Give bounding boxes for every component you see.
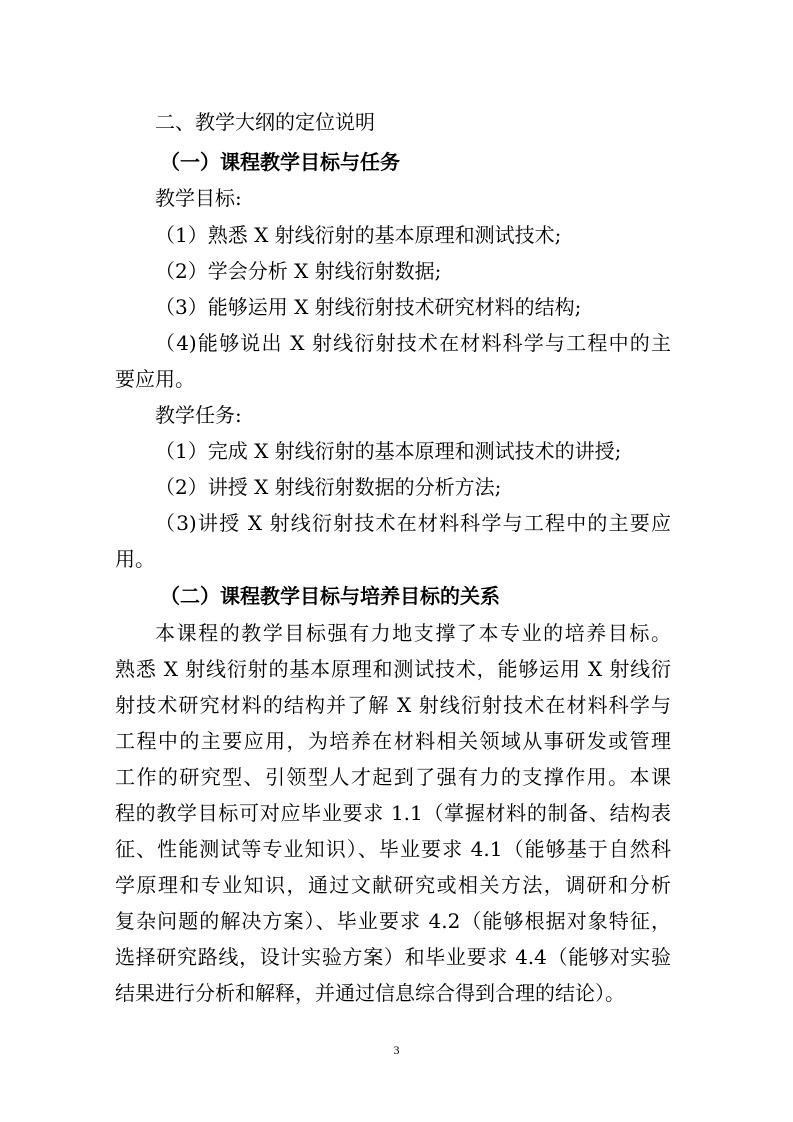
subsection-title-1: （一）课程教学目标与任务 [160, 150, 400, 174]
goals-label: 教学目标: [155, 186, 242, 210]
task-item: （2）讲授 X 射线衍射数据的分析方法; [155, 475, 502, 499]
subsection-title-2: （二）课程教学目标与培养目标的关系 [160, 584, 500, 608]
paragraph-line: 征、性能测试等专业知识）、毕业要求 4.1（能够基于自然科 [115, 837, 671, 861]
paragraph-line: 射技术研究材料的结构并了解 X 射线衍射技术在材料科学与 [115, 693, 671, 717]
paragraph-line: 熟悉 X 射线衍射的基本原理和测试技术，能够运用 X 射线衍 [115, 657, 671, 681]
paragraph-line: 选择研究路线，设计实验方案）和毕业要求 4.4（能够对实验 [115, 945, 671, 969]
page-number: 3 [393, 1043, 400, 1057]
task-item: （1）完成 X 射线衍射的基本原理和测试技术的讲授; [155, 439, 622, 463]
section-title: 二、教学大纲的定位说明 [155, 110, 375, 134]
goal-item: （2）学会分析 X 射线衍射数据; [155, 259, 442, 283]
goal-item: （3）能够运用 X 射线衍射技术研究材料的结构; [155, 295, 582, 319]
goal-item: （1）熟悉 X 射线衍射的基本原理和测试技术; [155, 223, 562, 247]
paragraph-line: 复杂问题的解决方案）、毕业要求 4.2（能够根据对象特征， [115, 909, 671, 933]
task-item-continuation: 用。 [115, 547, 155, 571]
paragraph-line: 学原理和专业知识，通过文献研究或相关方法，调研和分析 [115, 873, 671, 897]
paragraph-line: 结果进行分析和解释，并通过信息综合得到合理的结论）。 [115, 981, 625, 1005]
task-item: （3)讲授 X 射线衍射技术在材料科学与工程中的主要应 [155, 511, 671, 535]
goal-item-continuation: 要应用。 [115, 367, 195, 391]
paragraph-line: 本课程的教学目标强有力地支撑了本专业的培养目标。 [155, 621, 671, 645]
paragraph-line: 工作的研究型、引领型人才起到了强有力的支撑作用。本课 [115, 765, 671, 789]
goal-item: （4)能够说出 X 射线衍射技术在材料科学与工程中的主 [155, 331, 671, 355]
tasks-label: 教学任务: [155, 403, 242, 427]
paragraph-line: 程的教学目标可对应毕业要求 1.1（掌握材料的制备、结构表 [115, 801, 671, 825]
paragraph-line: 工程中的主要应用，为培养在材料相关领域从事研发或管理 [115, 729, 671, 753]
